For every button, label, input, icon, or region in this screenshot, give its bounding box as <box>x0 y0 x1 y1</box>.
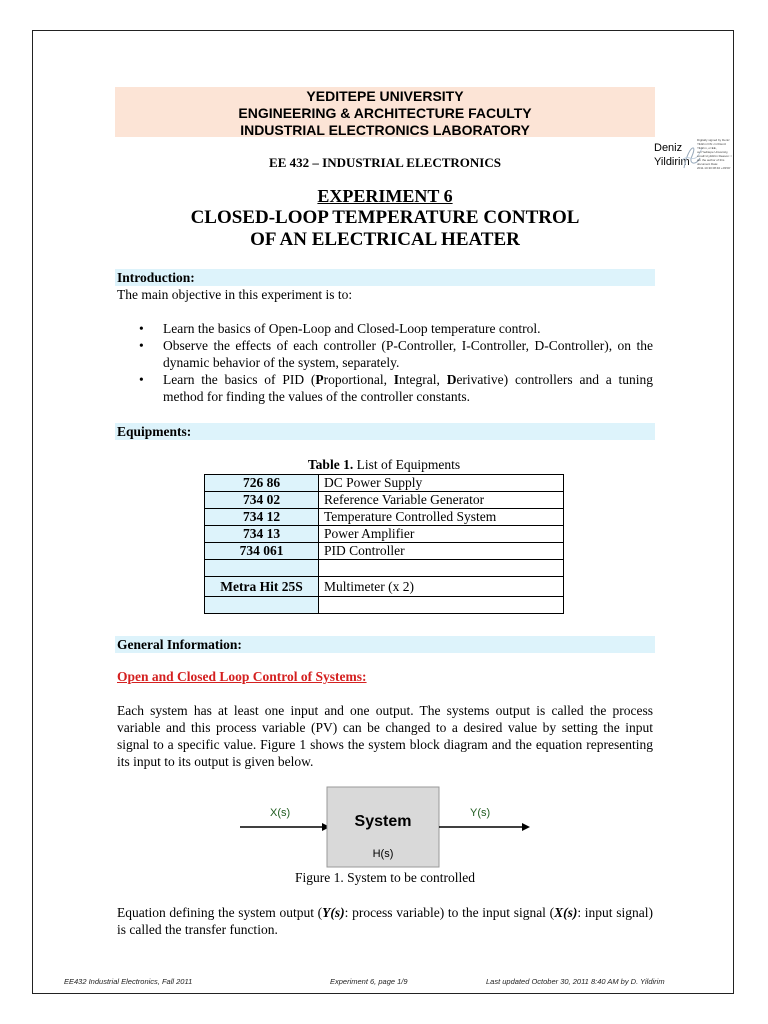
open-closed-loop-heading: Open and Closed Loop Control of Systems: <box>117 669 367 684</box>
transfer-function-paragraph: Equation defining the system output (Y(s): process variable) to the input signal (X(s): input signal) is called the transfer function. <box>117 905 653 937</box>
table-row <box>205 492 564 509</box>
table-row <box>205 560 564 577</box>
table-row <box>205 475 564 492</box>
equipment-name <box>319 597 564 614</box>
course-title: EE 432 – INDUSTRIAL ELECTRONICS <box>269 155 501 170</box>
experiment-number: EXPERIMENT 6 <box>317 186 453 206</box>
introduction-lead: The main objective in this experiment is to: <box>117 287 353 302</box>
equipment-name: Temperature Controlled System <box>319 509 564 526</box>
equipment-name: DC Power Supply <box>319 475 564 492</box>
experiment-title: CLOSED-LOOP TEMPERATURE CONTROL OF AN ELECTRICAL HEATER <box>190 207 580 250</box>
equipment-code: 734 12 <box>205 509 319 526</box>
signer-name: Deniz Yildirim <box>654 142 690 168</box>
objectives-list <box>117 320 653 405</box>
input-label: X(s) <box>270 807 291 819</box>
table-caption: Table 1. List of Equipments <box>307 457 461 472</box>
equipment-code: 734 13 <box>205 526 319 543</box>
lab-name: INDUSTRIAL ELECTRONICS LABORATORY <box>240 122 530 138</box>
university-banner <box>115 87 655 137</box>
table-row <box>205 597 564 614</box>
equipment-name <box>319 560 564 577</box>
output-label: Y(s) <box>470 807 491 819</box>
system-block-title: System <box>354 813 412 830</box>
university-name: YEDITEPE UNIVERSITY <box>306 88 464 104</box>
list-item: • Learn the basics of Open-Loop and Closed-Loop temperature control. <box>117 320 653 337</box>
equipment-name: Multimeter (x 2) <box>319 577 564 597</box>
table-row <box>205 526 564 543</box>
list-item: • Learn the basics of PID (Proportional, Integral, Derivative) controllers and a tuning method for finding the values of the controller constants. <box>117 371 653 405</box>
general-information-heading: General Information: <box>115 636 655 653</box>
list-item: • Observe the effects of each controller (P-Controller, I-Controller, D-Controller), on the dynamic behavior of the system, separately. <box>117 337 653 371</box>
introduction-heading: Introduction: <box>115 269 655 286</box>
footer-page: Experiment 6, page 1/9 <box>330 977 408 986</box>
footer-updated: Last updated October 30, 2011 8:40 AM by D. Yildirim <box>486 977 665 986</box>
digital-signature <box>654 138 732 178</box>
faculty-name: ENGINEERING & ARCHITECTURE FACULTY <box>238 105 532 121</box>
equipment-name: Reference Variable Generator <box>319 492 564 509</box>
equipment-code <box>205 560 319 577</box>
equipment-code: 734 061 <box>205 543 319 560</box>
equipments-heading: Equipments: <box>115 423 655 440</box>
equipment-code: Metra Hit 25S <box>205 577 319 597</box>
footer-course: EE432 Industrial Electronics, Fall 2011 <box>64 977 193 986</box>
figure-caption: Figure 1. System to be controlled <box>295 870 475 885</box>
table-row <box>205 577 564 597</box>
table-row <box>205 509 564 526</box>
output-arrowhead-icon <box>522 823 530 831</box>
equipment-name: Power Amplifier <box>319 526 564 543</box>
equipment-name: PID Controller <box>319 543 564 560</box>
signature-details: Digitally signed by Deniz Yildirim DN: cn=Deniz Yildirim, o=EE, ou=Yeditepe University, email=d.yildirim Reason: I am the author of this document Date: 2011.10.30 08:40 +03'00' <box>697 138 732 170</box>
equipment-table <box>204 474 564 614</box>
table-row <box>205 543 564 560</box>
equipment-code: 726 86 <box>205 475 319 492</box>
equipment-code: 734 02 <box>205 492 319 509</box>
equipment-code <box>205 597 319 614</box>
general-paragraph: Each system has at least one input and one output. The systems output is called the process variable and this process variable (PV) can be changed to a desired value by setting the input signal to a specific value. Figure 1 shows the system block diagram and the equation representing its input to its output is given below. <box>117 703 653 769</box>
transfer-function-label: H(s) <box>372 848 394 860</box>
